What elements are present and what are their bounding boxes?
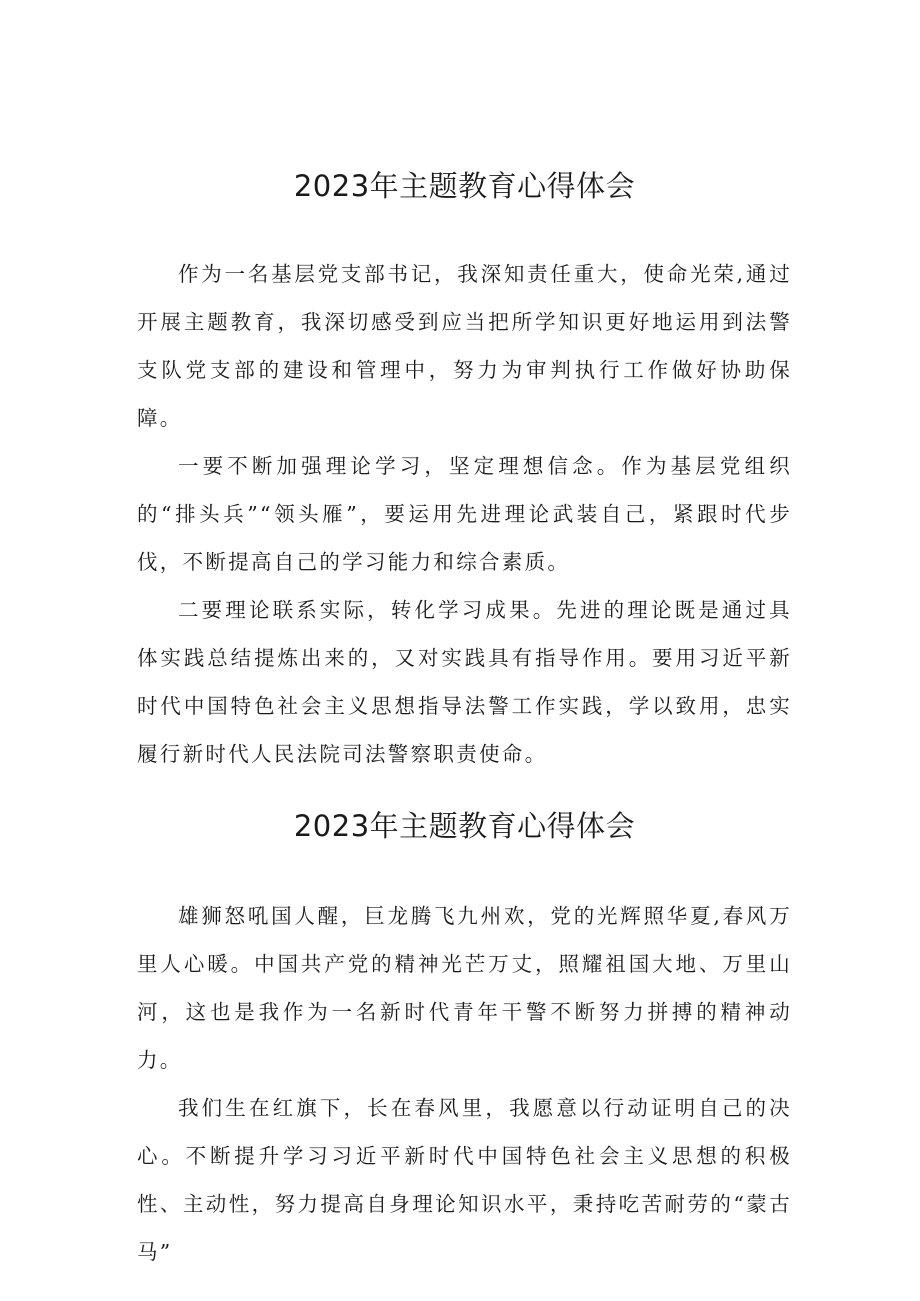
section-1-paragraph-3: 二要理论联系实际，转化学习成果。先进的理论既是通过具体实践总结提炼出来的，又对实践具有指导作用。要用习近平新时代中国特色社会主义思想指导法警工作实践，学以致用，忠实履行新时代人民法院司法警察职责使命。 xyxy=(137,598,792,766)
section-1-paragraph-2: 一要不断加强理论学习，坚定理想信念。作为基层党组织的“排头兵”“领头雁”，要运用先进理论武装自己，紧跟时代步伐，不断提高自己的学习能力和综合素质。 xyxy=(137,454,792,574)
section-1 xyxy=(137,160,792,778)
section-1-paragraph-1: 作为一名基层党支部书记，我深知责任重大，使命光荣,通过开展主题教育，我深切感受到应当把所学知识更好地运用到法警支队党支部的建设和管理中，努力为审判执行工作做好协助保障。 xyxy=(137,262,792,430)
section-2-paragraph-1: 雄狮怒吼国人醒，巨龙腾飞九州欢，党的光辉照华夏,春风万里人心暖。中国共产党的精神光芒万丈，照耀祖国大地、万里山河，这也是我作为一名新时代青年干警不断努力拼搏的精神动力。 xyxy=(137,904,792,1072)
section-2-title: 2023年主题教育心得体会 xyxy=(293,809,636,843)
section-1-title: 2023年主题教育心得体会 xyxy=(293,169,636,203)
section-2 xyxy=(137,800,792,1276)
section-2-paragraph-2: 我们生在红旗下，长在春风里，我愿意以行动证明自己的决心。不断提升学习习近平新时代中国特色社会主义思想的积极性、主动性，努力提高自身理论知识水平，秉持吃苦耐劳的“蒙古马” xyxy=(137,1096,792,1264)
section-1-body xyxy=(137,250,792,778)
section-2-body xyxy=(137,892,792,1276)
